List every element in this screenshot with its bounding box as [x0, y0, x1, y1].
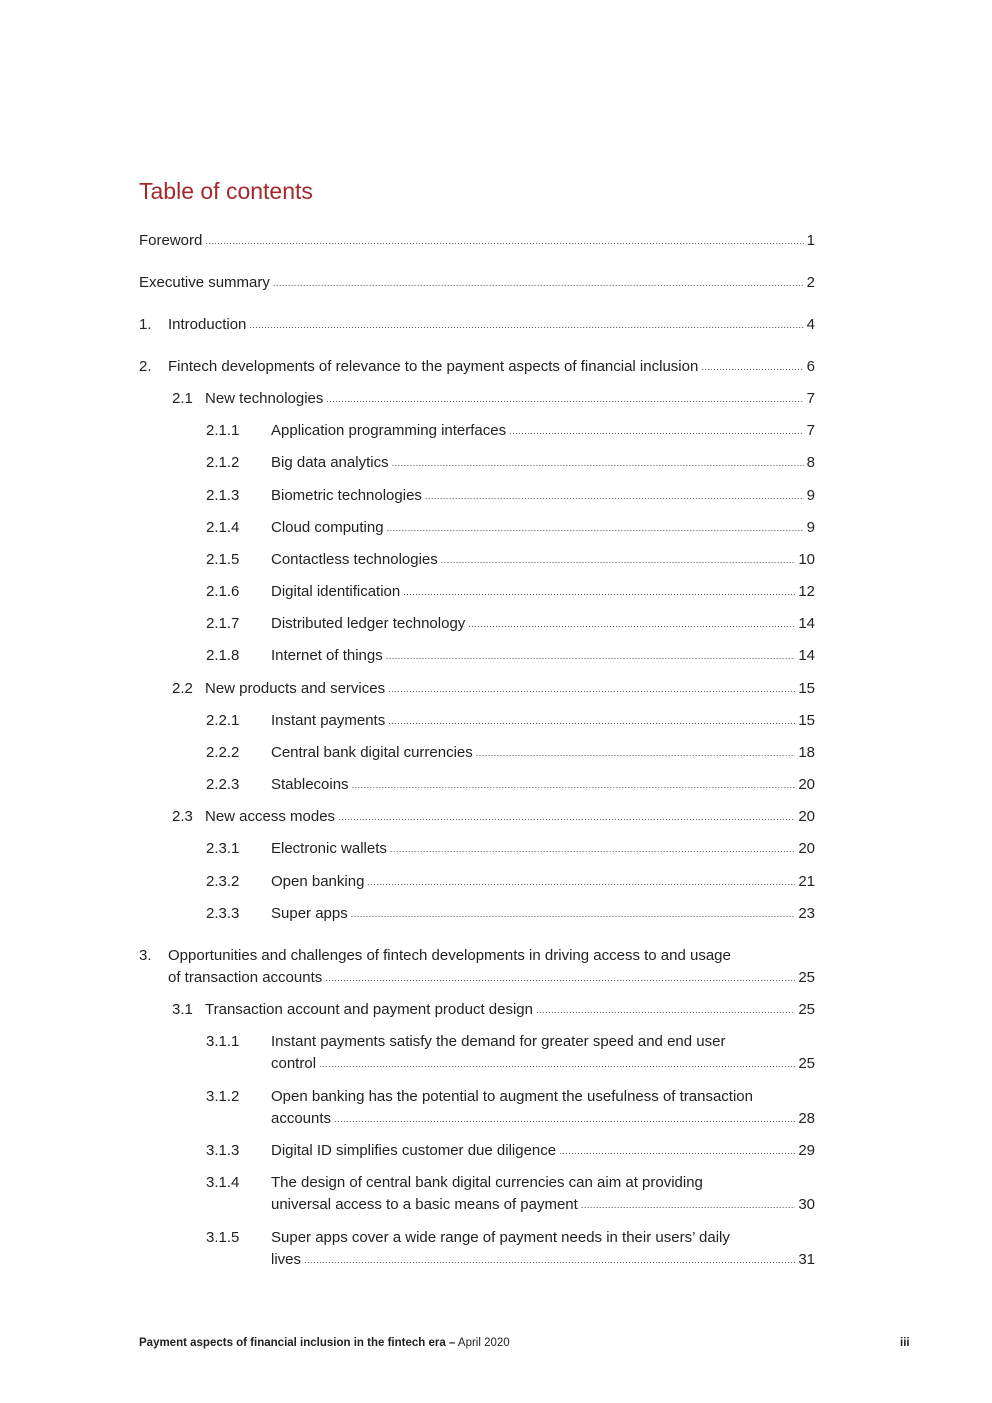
toc-entry-dlt[interactable] [271, 613, 815, 635]
dot-leader [476, 742, 796, 764]
toc-page-number: 14 [798, 647, 815, 664]
footer-document-title [139, 1337, 510, 1349]
toc-section-number: 2.1.5 [206, 551, 240, 568]
toc-section-number: 2.2 [172, 680, 193, 697]
toc-entry-account-design[interactable] [205, 999, 815, 1021]
toc-entry-instant-payments[interactable] [271, 710, 815, 732]
toc-section-number: 3.1 [172, 1001, 193, 1018]
toc-entry-text-line1[interactable]: The design of central bank digital currencies can aim at providing [271, 1174, 703, 1191]
dot-leader [387, 517, 804, 539]
toc-entry-text-line2: universal access to a basic means of payment [271, 1196, 578, 1213]
dot-leader [367, 871, 795, 893]
toc-page-number: 14 [798, 615, 815, 632]
toc-entry-text: Big data analytics [271, 454, 389, 471]
toc-page-number: 18 [798, 744, 815, 761]
toc-section-number: 2.2.1 [206, 712, 240, 729]
toc-entry-foreword[interactable] [139, 230, 815, 252]
toc-entry-biometric[interactable] [271, 485, 815, 507]
toc-entry-new-products[interactable] [205, 678, 815, 700]
toc-entry-text: New products and services [205, 680, 386, 697]
toc-entry-fintech-developments[interactable] [168, 356, 815, 378]
toc-entry-new-technologies[interactable] [205, 388, 815, 410]
toc-entry-text: Executive summary [139, 274, 270, 291]
toc-section-number: 3. [139, 947, 152, 964]
toc-section-number: 2.2.3 [206, 776, 240, 793]
toc-entry-text: Contactless technologies [271, 551, 438, 568]
toc-entry-text-line2: lives [271, 1251, 302, 1268]
toc-entry-big-data[interactable] [271, 452, 815, 474]
dot-leader [425, 485, 804, 507]
toc-entry-text-line1[interactable]: Super apps cover a wide range of payment needs in their users’ daily [271, 1229, 730, 1246]
toc-section-number: 2.1.3 [206, 487, 240, 504]
toc-section-number: 2.1.4 [206, 519, 240, 536]
toc-entry-text: New technologies [205, 390, 324, 407]
dot-leader [325, 967, 795, 989]
dot-leader [403, 581, 795, 603]
page-title: Table of contents [139, 178, 313, 204]
toc-entry-text-line2: of transaction accounts [168, 969, 323, 986]
toc-section-number: 3.1.1 [206, 1033, 240, 1050]
toc-page-number: 9 [806, 487, 815, 504]
dot-leader [351, 903, 796, 925]
toc-page-number: 15 [798, 680, 815, 697]
toc-section-number: 2.3 [172, 808, 193, 825]
toc-page-number: 7 [806, 390, 815, 407]
toc-entry-text: Electronic wallets [271, 840, 387, 857]
toc-entry-super-apps[interactable] [271, 903, 815, 925]
toc-entry-text: Instant payments [271, 712, 386, 729]
toc-entry-open-banking-usefulness[interactable] [271, 1108, 815, 1130]
toc-entry-cloud[interactable] [271, 517, 815, 539]
toc-page-number: 29 [798, 1142, 815, 1159]
toc-entry-cbdc-design[interactable] [271, 1194, 815, 1216]
toc-section-number: 2.2.2 [206, 744, 240, 761]
footer-title-text: Payment aspects of financial inclusion in the fintech era – [139, 1337, 456, 1349]
toc-section-number: 3.1.2 [206, 1088, 240, 1105]
toc-entry-apis[interactable] [271, 420, 815, 442]
toc-section-number: 2.1.6 [206, 583, 240, 600]
toc-entry-instant-payments-control[interactable] [271, 1053, 815, 1075]
toc-section-number: 1. [139, 316, 152, 333]
toc-page-number: 9 [806, 519, 815, 536]
dot-leader [249, 314, 803, 336]
toc-entry-text: Transaction account and payment product design [205, 1001, 533, 1018]
toc-entry-text: Introduction [168, 316, 247, 333]
dot-leader [334, 1108, 795, 1130]
toc-page-number: 25 [798, 969, 815, 986]
footer-date: April 2020 [457, 1337, 510, 1349]
toc-section-number: 3.1.3 [206, 1142, 240, 1159]
toc-section-number: 2.3.2 [206, 873, 240, 890]
toc-entry-text-line1[interactable]: Opportunities and challenges of fintech developments in driving access to and usage [168, 947, 731, 964]
dot-leader [338, 806, 795, 828]
toc-section-number: 2.1.8 [206, 647, 240, 664]
toc-section-number: 3.1.4 [206, 1174, 240, 1191]
toc-entry-super-apps-needs[interactable] [271, 1249, 815, 1271]
dot-leader [205, 230, 803, 252]
toc-entry-text: Fintech developments of relevance to the payment aspects of financial inclusion [168, 358, 699, 375]
toc-entry-stablecoins[interactable] [271, 774, 815, 796]
dot-leader [559, 1140, 795, 1162]
dot-leader [536, 999, 795, 1021]
toc-page-number: 28 [798, 1110, 815, 1127]
toc-page-number: 12 [798, 583, 815, 600]
toc-section-number: 2.3.3 [206, 905, 240, 922]
dot-leader [326, 388, 803, 410]
dot-leader [390, 838, 795, 860]
toc-entry-text: Biometric technologies [271, 487, 422, 504]
dot-leader [304, 1249, 795, 1271]
toc-page-number: 30 [798, 1196, 815, 1213]
toc-entry-text: Foreword [139, 232, 203, 249]
toc-entry-text: Cloud computing [271, 519, 384, 536]
toc-entry-introduction[interactable] [168, 314, 815, 336]
dot-leader [392, 452, 804, 474]
toc-entry-text: Application programming interfaces [271, 422, 507, 439]
toc-entry-text-line2: accounts [271, 1110, 332, 1127]
toc-page-number: 4 [806, 316, 815, 333]
toc-entry-executive-summary[interactable] [139, 272, 815, 294]
toc-entry-text: Super apps [271, 905, 348, 922]
toc-section-number: 2.3.1 [206, 840, 240, 857]
toc-entry-text: Digital ID simplifies customer due diligence [271, 1142, 557, 1159]
toc-entry-text: Central bank digital currencies [271, 744, 473, 761]
dot-leader [352, 774, 796, 796]
toc-page-number: 10 [798, 551, 815, 568]
toc-entry-text-line2: control [271, 1055, 317, 1072]
toc-section-number: 2.1.7 [206, 615, 240, 632]
toc-entry-text: Open banking [271, 873, 365, 890]
toc-section-number: 2.1 [172, 390, 193, 407]
dot-leader [386, 645, 796, 667]
toc-section-number: 2.1.2 [206, 454, 240, 471]
toc-page-number: 20 [798, 808, 815, 825]
dot-leader [468, 613, 795, 635]
toc-entry-iot[interactable] [271, 645, 815, 667]
toc-page-number: 23 [798, 905, 815, 922]
toc-page-number: 21 [798, 873, 815, 890]
toc-entry-digital-id-cdd[interactable] [271, 1140, 815, 1162]
dot-leader [273, 272, 804, 294]
toc-entry-text: Stablecoins [271, 776, 349, 793]
toc-entry-text: Digital identification [271, 583, 401, 600]
dot-leader [441, 549, 796, 571]
toc-page-number: 31 [798, 1251, 815, 1268]
toc-entry-digital-id[interactable] [271, 581, 815, 603]
dot-leader [509, 420, 804, 442]
toc-page-number: 8 [806, 454, 815, 471]
toc-page-number: 15 [798, 712, 815, 729]
toc-page-number: 6 [806, 358, 815, 375]
toc-page-number: 25 [798, 1055, 815, 1072]
footer-page-number: iii [900, 1337, 910, 1349]
toc-entry-text: Internet of things [271, 647, 383, 664]
dot-leader [701, 356, 803, 378]
toc-page-number: 1 [806, 232, 815, 249]
toc-entry-open-banking[interactable] [271, 871, 815, 893]
toc-entry-opportunities[interactable] [168, 967, 815, 989]
toc-entry-cbdc[interactable] [271, 742, 815, 764]
toc-entry-text: New access modes [205, 808, 336, 825]
toc-page-number: 20 [798, 840, 815, 857]
dot-leader [388, 678, 795, 700]
toc-page-number: 2 [806, 274, 815, 291]
toc-page-number: 25 [798, 1001, 815, 1018]
toc-entry-text-line1[interactable]: Instant payments satisfy the demand for greater speed and end user [271, 1033, 726, 1050]
toc-section-number: 3.1.5 [206, 1229, 240, 1246]
toc-page-number: 20 [798, 776, 815, 793]
toc-section-number: 2.1.1 [206, 422, 240, 439]
dot-leader [581, 1194, 795, 1216]
dot-leader [319, 1053, 795, 1075]
toc-section-number: 2. [139, 358, 152, 375]
toc-entry-text: Distributed ledger technology [271, 615, 466, 632]
toc-entry-text-line1[interactable]: Open banking has the potential to augment the usefulness of transaction [271, 1088, 753, 1105]
dot-leader [388, 710, 795, 732]
toc-entry-contactless[interactable] [271, 549, 815, 571]
toc-entry-new-access-modes[interactable] [205, 806, 815, 828]
toc-page-number: 7 [806, 422, 815, 439]
toc-entry-e-wallets[interactable] [271, 838, 815, 860]
